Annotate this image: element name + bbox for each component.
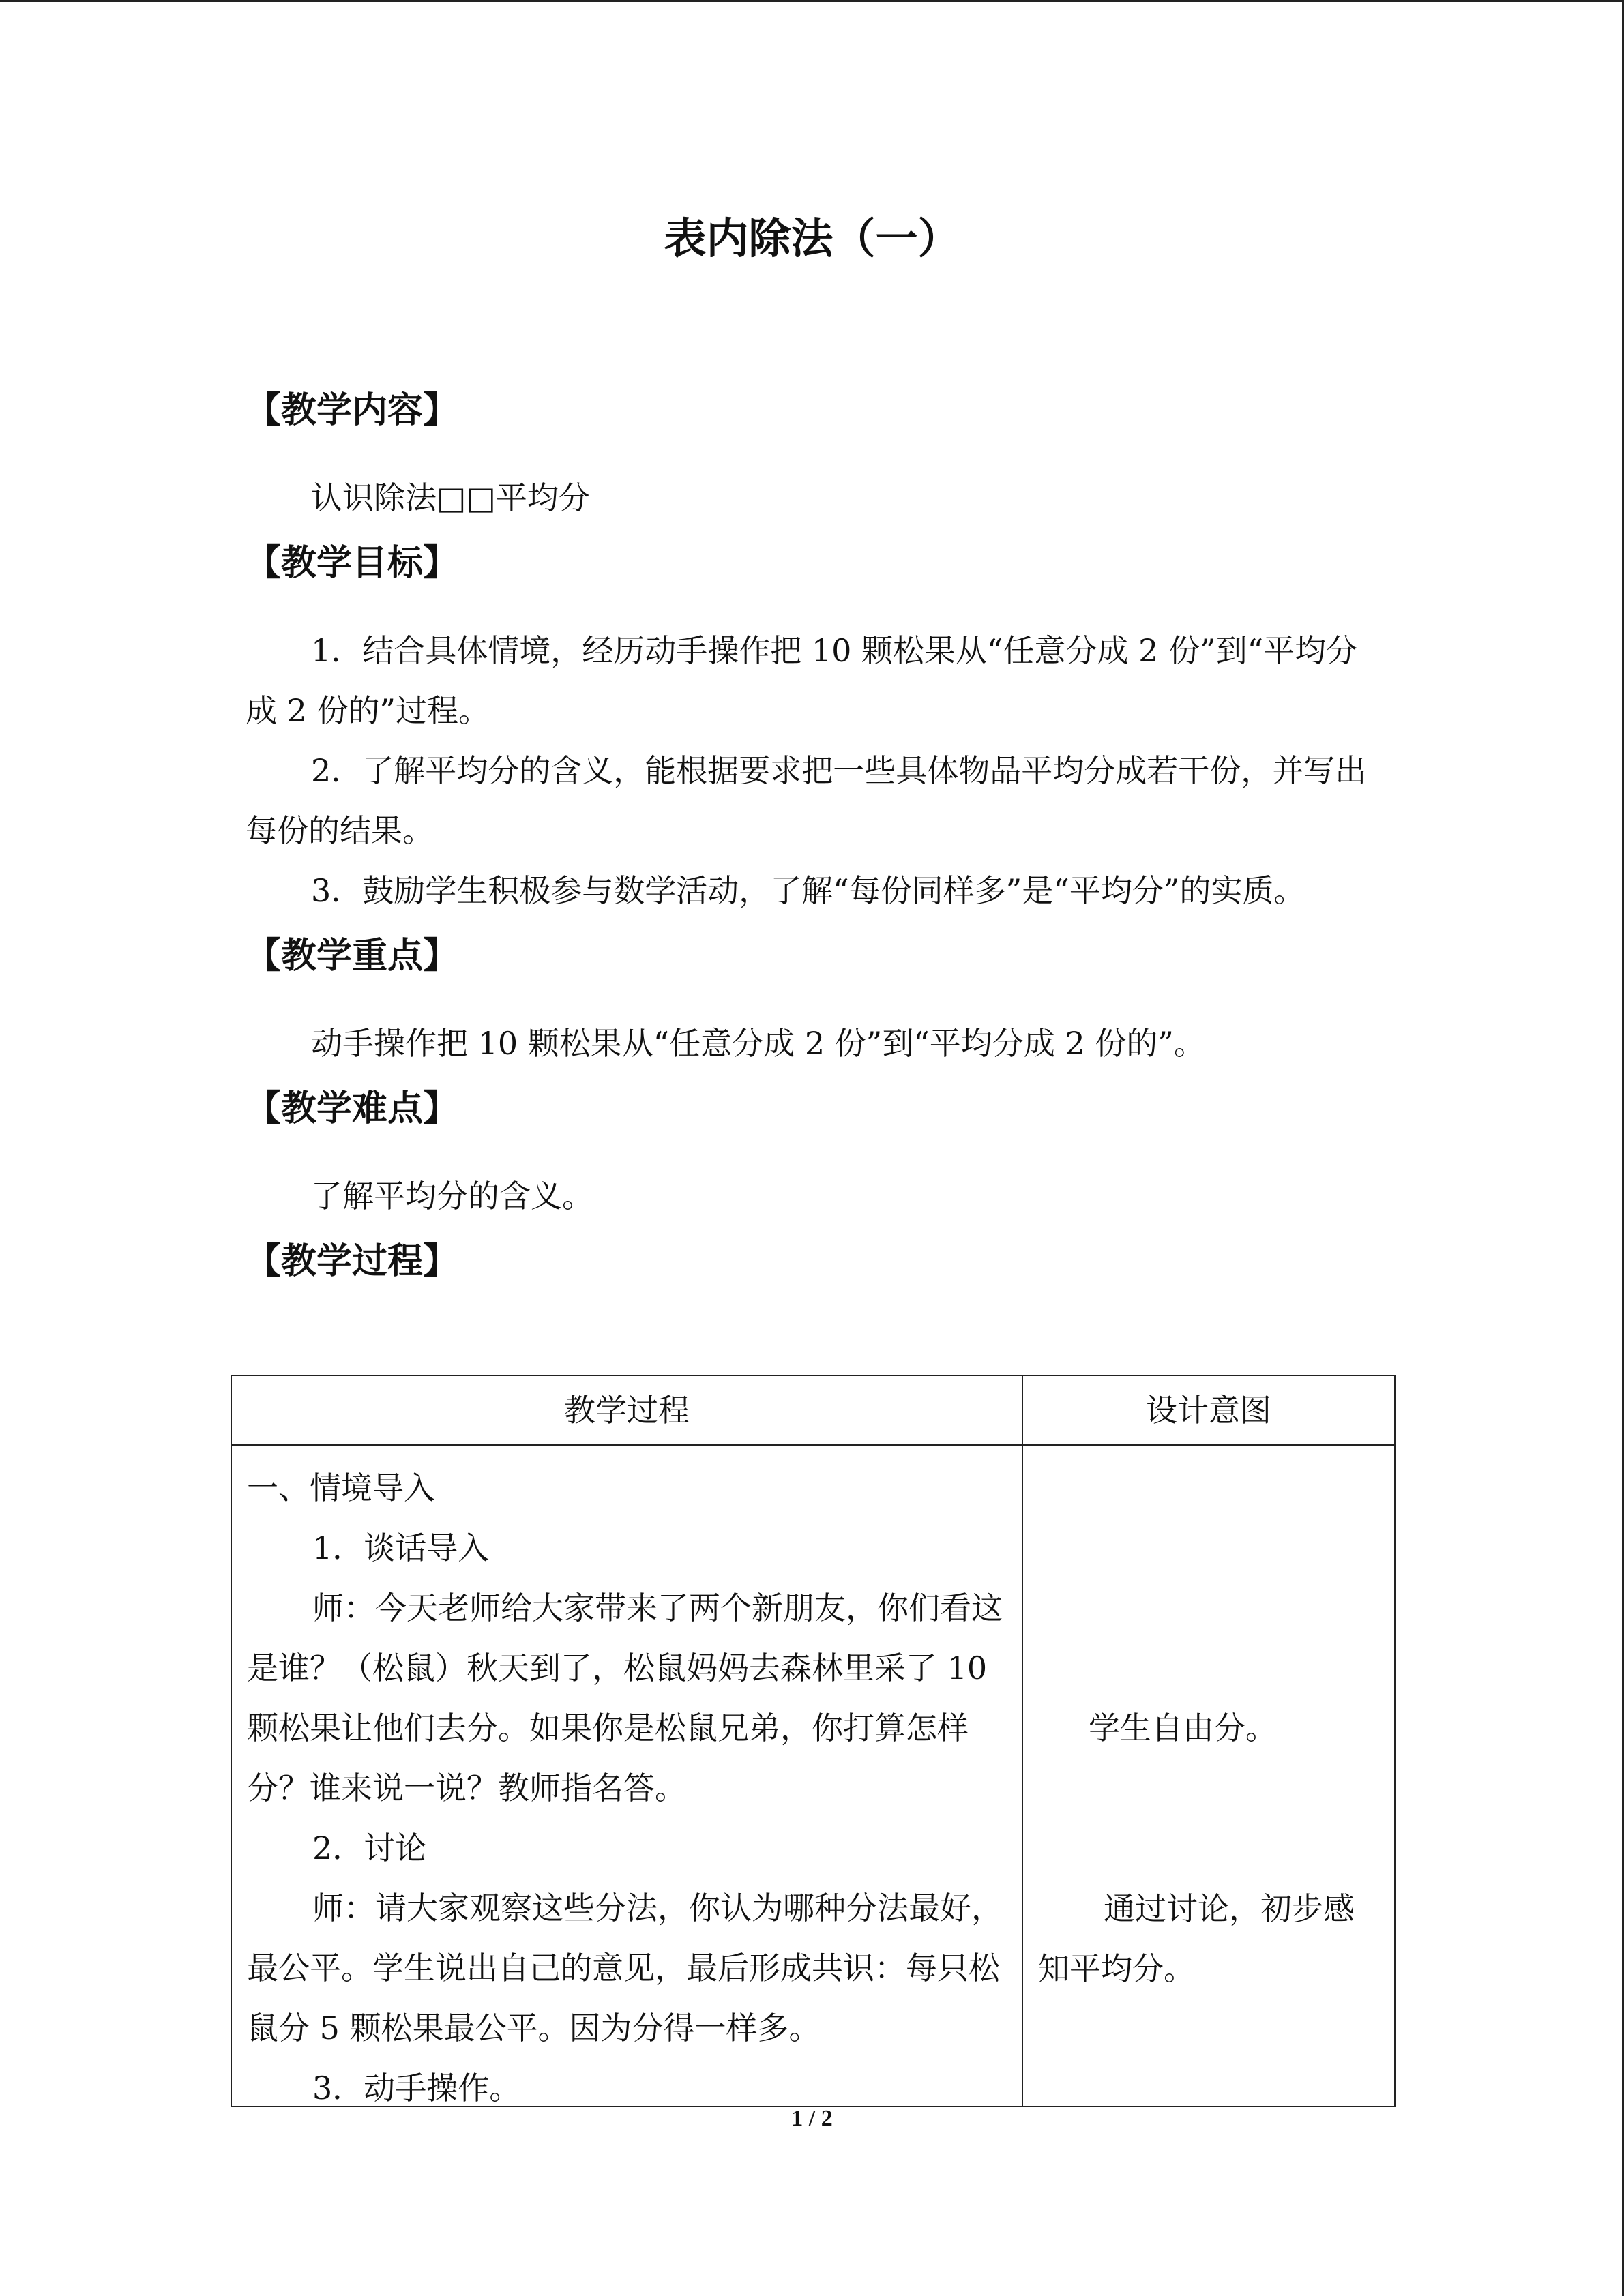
section-heading-process: 【教学过程】 [246, 1241, 459, 1282]
table-header-process: 教学过程 [231, 1375, 1022, 1445]
process-line: 师：请大家观察这些分法，你认为哪种分法最好，最公平。学生说出自己的意见，最后形成共识：每只松鼠分 5 颗松果最公平。因为分得一样多。 [247, 1890, 1003, 2046]
key-points-text: 动手操作把 10 颗松果从“任意分成 2 份”到“平均分成 2 份的”。 [311, 1025, 1205, 1062]
page-top-border [0, 0, 1624, 2]
intent-note: 学生自由分。 [1089, 1710, 1277, 1746]
document-body [246, 375, 1385, 1297]
section-heading-goals: 【教学目标】 [246, 543, 459, 584]
intent-note: 通过讨论，初步感知平均分。 [1038, 1890, 1355, 1987]
process-cell [231, 1445, 1022, 2106]
process-line: 师：今天老师给大家带来了两个新朋友，你们看这是谁？（松鼠）秋天到了，松鼠妈妈去森林里采了 10 颗松果让他们去分。如果你是松鼠兄弟，你打算怎样分？谁来说一说？教师指名答。 [247, 1590, 1003, 1806]
process-line: 1．谈话导入 [312, 1530, 490, 1566]
content-text: 认识除法□□平均分 [311, 479, 590, 516]
process-table [231, 1375, 1396, 2107]
process-line: 一、情境导入 [247, 1470, 435, 1506]
goal-item: 2．了解平均分的含义，能根据要求把一些具体物品平均分成若干份，并写出每份的结果。 [246, 752, 1367, 849]
section-heading-difficulties: 【教学难点】 [246, 1088, 459, 1129]
section-heading-content: 【教学内容】 [246, 390, 459, 431]
table-header-row [231, 1375, 1395, 1445]
section-heading-key-points: 【教学重点】 [246, 936, 459, 976]
table-row [231, 1445, 1395, 2106]
intent-cell [1022, 1445, 1395, 2106]
goal-item: 3．鼓励学生积极参与数学活动，了解“每份同样多”是“平均分”的实质。 [311, 872, 1305, 909]
document-title: 表内除法（一） [664, 213, 960, 263]
process-line: 3．动手操作。 [312, 2070, 521, 2106]
page-number: 1 / 2 [791, 2106, 833, 2131]
goal-item: 1．结合具体情境，经历动手操作把 10 颗松果从“任意分成 2 份”到“平均分成 2 份的”过程。 [246, 632, 1358, 729]
goals-list [246, 621, 1385, 921]
difficulties-text: 了解平均分的含义。 [311, 1178, 593, 1214]
table-header-intent: 设计意图 [1022, 1375, 1395, 1445]
process-line: 2．讨论 [312, 1830, 427, 1866]
